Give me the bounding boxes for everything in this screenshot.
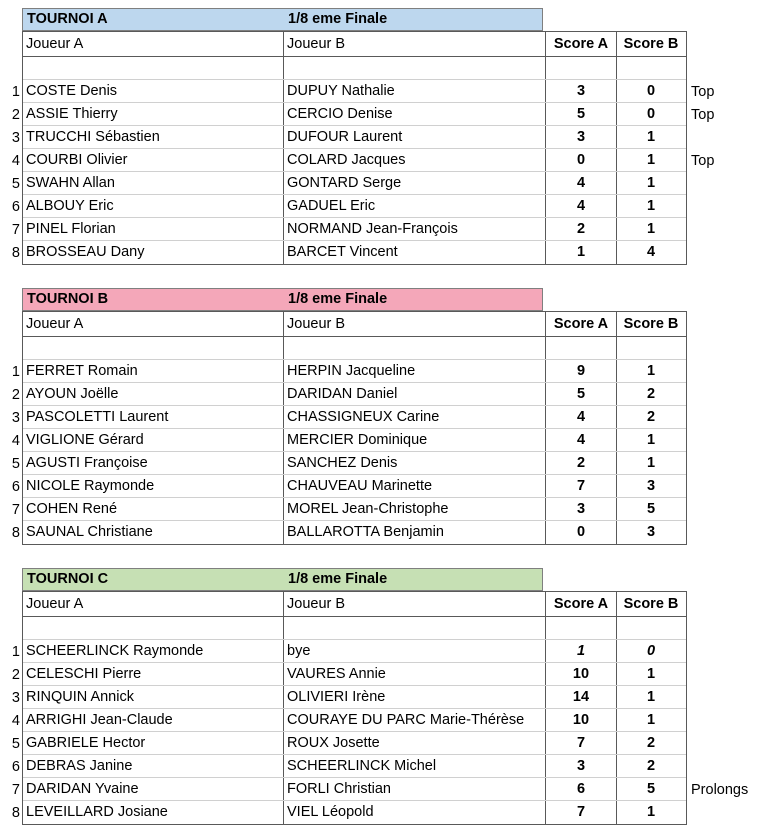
player-b: bye — [284, 640, 546, 662]
match-number: 3 — [11, 129, 20, 146]
table-row — [23, 452, 686, 475]
player-b: GADUEL Eric — [284, 195, 546, 217]
player-a: ARRIGHI Jean-Claude — [23, 709, 284, 731]
score-b: 1 — [646, 432, 656, 448]
table-header-row — [23, 312, 686, 337]
match-number: 5 — [11, 455, 20, 472]
empty-cell — [617, 617, 685, 639]
empty-cell — [23, 337, 284, 359]
score-b: 0 — [646, 643, 656, 659]
score-a: 1 — [546, 241, 617, 264]
score-a: 9 — [546, 360, 617, 382]
table-row — [23, 241, 686, 264]
round-label: 1/8 eme Finale — [288, 11, 388, 27]
player-b: VIEL Léopold — [284, 801, 546, 824]
score-a: 10 — [546, 709, 617, 731]
player-a: SWAHN Allan — [23, 172, 284, 194]
round-label: 1/8 eme Finale — [288, 291, 388, 307]
score-b: 3 — [646, 524, 656, 540]
empty-cell — [23, 57, 284, 79]
player-b: SANCHEZ Denis — [284, 452, 546, 474]
player-a: BROSSEAU Dany — [23, 241, 284, 264]
col-header-score-a: Score A — [546, 592, 617, 616]
col-header-player-b: Joueur B — [284, 592, 546, 616]
score-a: 3 — [546, 498, 617, 520]
match-number: 1 — [11, 83, 20, 100]
table-row — [23, 80, 686, 103]
player-b: CERCIO Denise — [284, 103, 546, 125]
player-b: SCHEERLINCK Michel — [284, 755, 546, 777]
match-number: 6 — [11, 198, 20, 215]
table-row — [23, 218, 686, 241]
player-a: VIGLIONE Gérard — [23, 429, 284, 451]
table-row — [23, 383, 686, 406]
tournament-header — [22, 568, 543, 591]
empty-cell — [284, 617, 546, 639]
score-b: 1 — [646, 804, 656, 820]
score-a: 4 — [546, 406, 617, 428]
col-header-player-a: Joueur A — [23, 312, 284, 336]
tournament-title: TOURNOI C — [27, 571, 109, 587]
score-b: 2 — [646, 758, 656, 774]
player-a: DEBRAS Janine — [23, 755, 284, 777]
score-b: 1 — [646, 221, 656, 237]
player-b: CHASSIGNEUX Carine — [284, 406, 546, 428]
table-row — [23, 663, 686, 686]
table-row — [23, 429, 686, 452]
score-a: 4 — [546, 195, 617, 217]
score-b: 1 — [646, 666, 656, 682]
spacer-row — [23, 617, 686, 640]
match-number: 4 — [11, 712, 20, 729]
tournament-title: TOURNOI A — [27, 11, 108, 27]
score-a: 14 — [546, 686, 617, 708]
col-header-score-a: Score A — [546, 32, 617, 56]
score-b: 2 — [646, 735, 656, 751]
table-row — [23, 172, 686, 195]
match-number: 3 — [11, 689, 20, 706]
tournament-header — [22, 8, 543, 31]
player-a: AYOUN Joëlle — [23, 383, 284, 405]
player-b: OLIVIERI Irène — [284, 686, 546, 708]
score-b: 1 — [646, 363, 656, 379]
col-header-score-b: Score B — [623, 596, 679, 612]
col-header-score-a: Score A — [546, 312, 617, 336]
match-table — [22, 31, 687, 265]
player-b: BALLAROTTA Benjamin — [284, 521, 546, 544]
col-header-player-a: Joueur A — [23, 592, 284, 616]
player-a: GABRIELE Hector — [23, 732, 284, 754]
match-number: 1 — [11, 363, 20, 380]
score-a: 3 — [546, 80, 617, 102]
score-b: 0 — [646, 83, 656, 99]
player-a: LEVEILLARD Josiane — [23, 801, 284, 824]
match-number: 7 — [11, 781, 20, 798]
player-b: BARCET Vincent — [284, 241, 546, 264]
match-number: 3 — [11, 409, 20, 426]
score-a: 2 — [546, 452, 617, 474]
player-a: CELESCHI Pierre — [23, 663, 284, 685]
match-number: 4 — [11, 432, 20, 449]
table-row — [23, 640, 686, 663]
player-b: COLARD Jacques — [284, 149, 546, 171]
match-number: 7 — [11, 221, 20, 238]
table-row — [23, 801, 686, 824]
score-a: 7 — [546, 732, 617, 754]
player-b: MOREL Jean-Christophe — [284, 498, 546, 520]
match-number: 1 — [11, 643, 20, 660]
tournament-header — [22, 288, 543, 311]
match-note: Top — [691, 152, 715, 169]
match-number: 6 — [11, 478, 20, 495]
player-b: MERCIER Dominique — [284, 429, 546, 451]
score-b: 1 — [646, 712, 656, 728]
player-a: NICOLE Raymonde — [23, 475, 284, 497]
score-a: 5 — [546, 383, 617, 405]
table-header-row — [23, 32, 686, 57]
score-a: 1 — [546, 640, 617, 662]
empty-cell — [546, 337, 617, 359]
match-number: 5 — [11, 175, 20, 192]
table-row — [23, 475, 686, 498]
player-b: VAURES Annie — [284, 663, 546, 685]
score-a: 7 — [546, 475, 617, 497]
table-row — [23, 709, 686, 732]
spacer-row — [23, 57, 686, 80]
table-row — [23, 406, 686, 429]
tournament-title: TOURNOI B — [27, 291, 109, 307]
player-a: DARIDAN Yvaine — [23, 778, 284, 800]
match-number: 5 — [11, 735, 20, 752]
match-table — [22, 591, 687, 825]
player-b: GONTARD Serge — [284, 172, 546, 194]
player-a: AGUSTI Françoise — [23, 452, 284, 474]
score-a: 4 — [546, 429, 617, 451]
empty-cell — [284, 337, 546, 359]
col-header-player-b: Joueur B — [284, 32, 546, 56]
player-b: HERPIN Jacqueline — [284, 360, 546, 382]
player-a: ALBOUY Eric — [23, 195, 284, 217]
match-number: 8 — [11, 244, 20, 261]
score-b: 1 — [646, 152, 656, 168]
col-header-score-b: Score B — [623, 316, 679, 332]
round-label: 1/8 eme Finale — [288, 571, 388, 587]
match-note: Top — [691, 83, 715, 100]
score-a: 6 — [546, 778, 617, 800]
col-header-player-b: Joueur B — [284, 312, 546, 336]
score-a: 10 — [546, 663, 617, 685]
table-row — [23, 755, 686, 778]
table-row — [23, 732, 686, 755]
match-note: Top — [691, 106, 715, 123]
score-b: 4 — [646, 244, 656, 260]
match-number: 8 — [11, 524, 20, 541]
score-b: 5 — [646, 501, 656, 517]
score-b: 1 — [646, 689, 656, 705]
score-b: 2 — [646, 409, 656, 425]
col-header-player-a: Joueur A — [23, 32, 284, 56]
table-row — [23, 498, 686, 521]
player-a: SAUNAL Christiane — [23, 521, 284, 544]
player-a: PINEL Florian — [23, 218, 284, 240]
player-a: FERRET Romain — [23, 360, 284, 382]
player-b: ROUX Josette — [284, 732, 546, 754]
player-a: RINQUIN Annick — [23, 686, 284, 708]
match-number: 8 — [11, 804, 20, 821]
player-b: DUPUY Nathalie — [284, 80, 546, 102]
score-a: 0 — [546, 149, 617, 171]
table-row — [23, 686, 686, 709]
player-a: PASCOLETTI Laurent — [23, 406, 284, 428]
player-b: FORLI Christian — [284, 778, 546, 800]
player-b: NORMAND Jean-François — [284, 218, 546, 240]
score-b: 0 — [646, 106, 656, 122]
table-row — [23, 521, 686, 544]
player-a: COSTE Denis — [23, 80, 284, 102]
empty-cell — [617, 57, 685, 79]
table-row — [23, 195, 686, 218]
match-note: Prolongs — [691, 781, 749, 798]
match-number: 2 — [11, 386, 20, 403]
empty-cell — [546, 57, 617, 79]
match-number: 4 — [11, 152, 20, 169]
table-header-row — [23, 592, 686, 617]
score-b: 3 — [646, 478, 656, 494]
score-b: 1 — [646, 198, 656, 214]
match-number: 2 — [11, 106, 20, 123]
player-b: DUFOUR Laurent — [284, 126, 546, 148]
player-a: SCHEERLINCK Raymonde — [23, 640, 284, 662]
score-a: 3 — [546, 755, 617, 777]
score-a: 0 — [546, 521, 617, 544]
table-row — [23, 103, 686, 126]
player-b: CHAUVEAU Marinette — [284, 475, 546, 497]
player-a: COURBI Olivier — [23, 149, 284, 171]
empty-cell — [284, 57, 546, 79]
match-number: 6 — [11, 758, 20, 775]
player-a: TRUCCHI Sébastien — [23, 126, 284, 148]
player-a: COHEN René — [23, 498, 284, 520]
table-row — [23, 126, 686, 149]
empty-cell — [617, 337, 685, 359]
score-b: 2 — [646, 386, 656, 402]
player-b: COURAYE DU PARC Marie-Thérèse — [284, 709, 546, 731]
empty-cell — [23, 617, 284, 639]
score-b: 1 — [646, 455, 656, 471]
player-a: ASSIE Thierry — [23, 103, 284, 125]
score-b: 5 — [646, 781, 656, 797]
score-b: 1 — [646, 175, 656, 191]
match-table — [22, 311, 687, 545]
spacer-row — [23, 337, 686, 360]
empty-cell — [546, 617, 617, 639]
player-b: DARIDAN Daniel — [284, 383, 546, 405]
col-header-score-b: Score B — [623, 36, 679, 52]
score-b: 1 — [646, 129, 656, 145]
match-number: 2 — [11, 666, 20, 683]
score-a: 4 — [546, 172, 617, 194]
match-number: 7 — [11, 501, 20, 518]
score-a: 5 — [546, 103, 617, 125]
table-row — [23, 149, 686, 172]
table-row — [23, 360, 686, 383]
score-a: 3 — [546, 126, 617, 148]
table-row — [23, 778, 686, 801]
score-a: 7 — [546, 801, 617, 824]
score-a: 2 — [546, 218, 617, 240]
